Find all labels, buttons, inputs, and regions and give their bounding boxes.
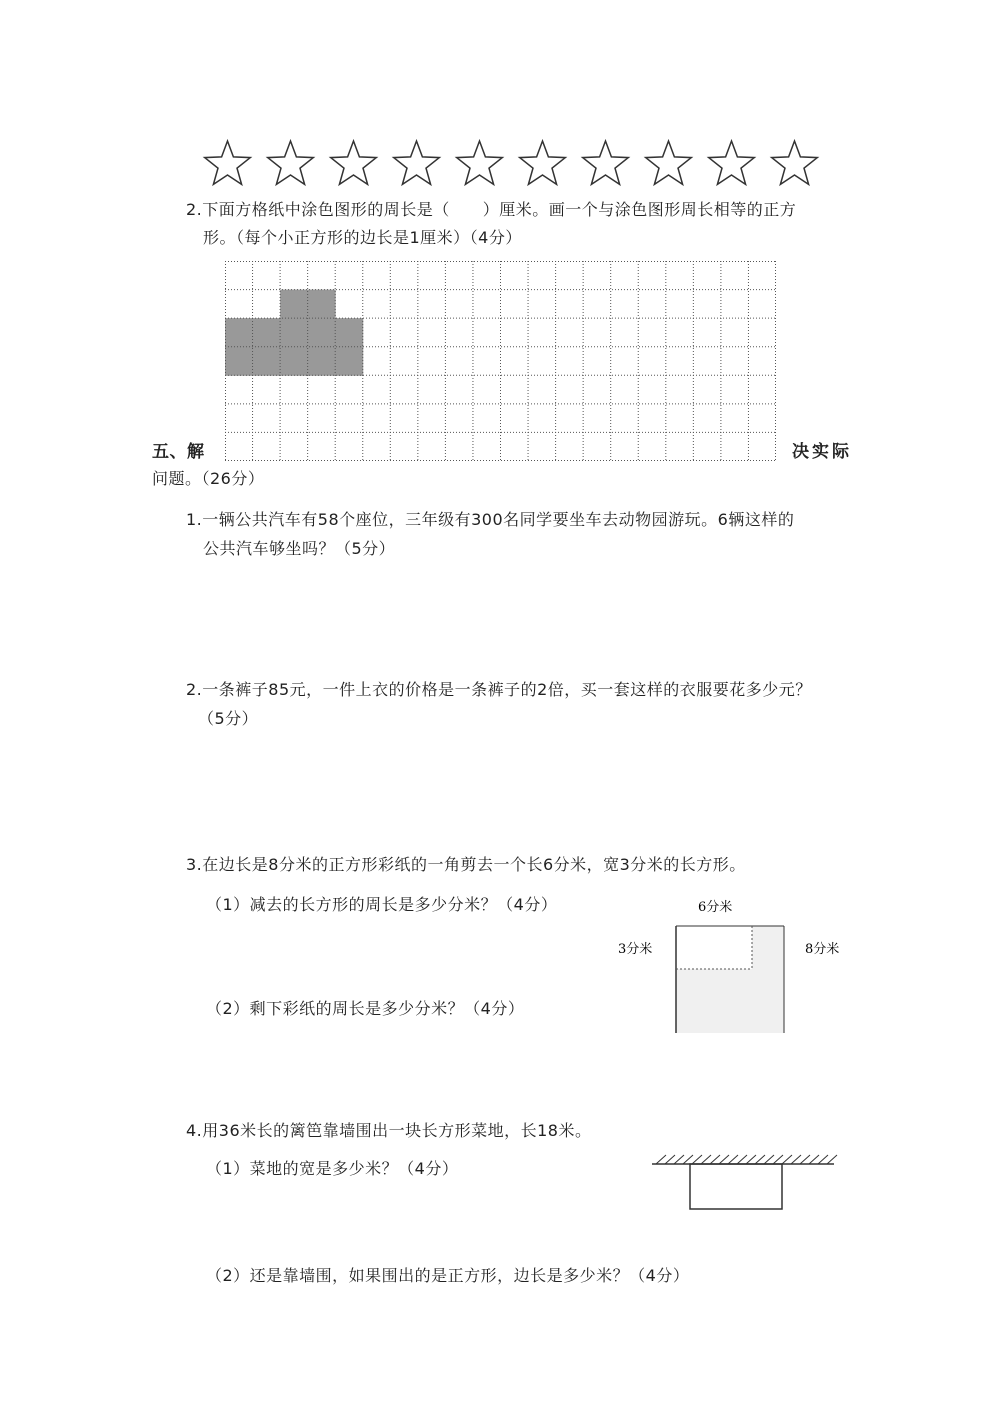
problem-3-stem: 3.在边长是8分米的正方形彩纸的一角剪去一个长6分米，宽3分米的长方形。 (186, 855, 746, 874)
problem-4-sub1: （1）菜地的宽是多少米？（4分） (206, 1159, 459, 1178)
section-5-title-line2: 问题。（26分） (152, 469, 265, 488)
problem-2-line2: （5分） (198, 709, 259, 728)
remaining-paper-shade (676, 969, 784, 1033)
shaded-cell (335, 347, 363, 376)
star-outline-icon (457, 141, 503, 184)
star-outline-icon (646, 141, 692, 184)
star-outline-icon (205, 141, 251, 184)
star-rating-row (196, 136, 826, 190)
grid-paper (225, 261, 776, 461)
wall-hatching (656, 1155, 837, 1164)
problem-4-sub2: （2）还是靠墙围，如果围出的是正方形，边长是多少米？（4分） (206, 1266, 690, 1285)
section-5-title-right: 决实际 (792, 442, 852, 462)
shaded-cell (225, 347, 253, 376)
star-outline-icon (583, 141, 629, 184)
star-outline-icon (268, 141, 314, 184)
shaded-cell (308, 347, 336, 376)
star-outline-icon (709, 141, 755, 184)
section-5-title-left: 五、解 (152, 442, 205, 462)
star-outline-icon (394, 141, 440, 184)
problem-1-line2: 公共汽车够坐吗？（5分） (203, 539, 396, 558)
question-2-line2: 形。（每个小正方形的边长是1厘米）（4分） (203, 228, 522, 247)
cut-paper-figure (612, 895, 862, 1040)
shaded-cell (253, 347, 281, 376)
garden-rectangle (690, 1164, 782, 1209)
figure-label-left: 3分米 (618, 942, 653, 957)
problem-4-stem: 4.用36米长的篱笆靠墙围出一块长方形菜地，长18米。 (186, 1121, 592, 1140)
wall-garden-figure (648, 1150, 838, 1215)
shaded-cell (280, 318, 308, 347)
star-outline-icon (331, 141, 377, 184)
problem-2-line1: 2.一条裤子85元，一件上衣的价格是一条裤子的2倍，买一套这样的衣服要花多少元？ (186, 680, 812, 699)
problem-3-sub1: （1）减去的长方形的周长是多少分米？（4分） (206, 895, 558, 914)
figure-label-right: 8分米 (805, 942, 840, 957)
problem-3-sub2: （2）剩下彩纸的周长是多少分米？（4分） (206, 999, 525, 1018)
shaded-cell (253, 318, 281, 347)
shaded-cell (225, 318, 253, 347)
shaded-cell (308, 318, 336, 347)
star-outline-icon (520, 141, 566, 184)
figure-label-top: 6分米 (698, 900, 733, 915)
shaded-cell (335, 318, 363, 347)
question-2-line1: 2.下面方格纸中涂色图形的周长是（ ）厘米。画一个与涂色图形周长相等的正方 (186, 200, 797, 219)
problem-1-line1: 1.一辆公共汽车有58个座位，三年级有300名同学要坐车去动物园游玩。6辆这样的 (186, 510, 795, 529)
shaded-cell (308, 290, 336, 319)
shaded-cell (280, 347, 308, 376)
remaining-paper-shade-upper (752, 926, 784, 969)
star-outline-icon (772, 141, 818, 184)
shaded-cell (280, 290, 308, 319)
